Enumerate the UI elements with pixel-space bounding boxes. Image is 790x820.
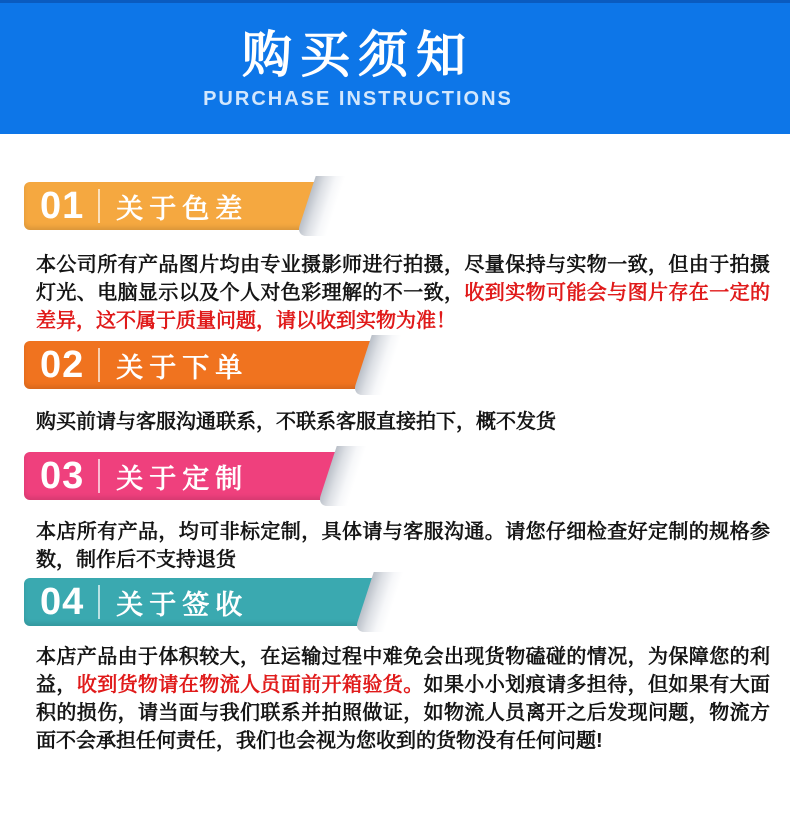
section-title: 关于下单 xyxy=(116,352,249,383)
section-body-text xyxy=(36,643,770,755)
section-ribbon xyxy=(24,452,357,500)
section-ribbon xyxy=(24,578,394,626)
section-body-text xyxy=(36,408,770,436)
ribbon-divider xyxy=(98,585,100,619)
body-text-segment: 如果小小划痕请多担待，但如果有大面积的损伤，请当面与我们联系并拍照做证，如物流人员离开之后发现问题，物流方面不会承担任何责任，我们也会视为您收到的货物没有任何问题! xyxy=(36,674,771,752)
ribbon-divider xyxy=(98,189,100,223)
section-number: 03 xyxy=(40,455,85,497)
sections-container xyxy=(0,182,790,755)
page-curl-decoration xyxy=(296,176,361,236)
instruction-section xyxy=(24,578,770,755)
page-title: 购买须知 xyxy=(242,27,474,83)
section-title: 关于签收 xyxy=(116,589,249,620)
body-text-segment: 本店所有产品，均可非标定制，具体请与客服沟通。请您仔细检查好定制的规格参数，制作后不支持退货 xyxy=(36,521,770,571)
instruction-section xyxy=(24,182,770,335)
page-curl-decoration xyxy=(354,572,419,632)
highlighted-warning-text: 收到实物可能会与图片存在一定的差异，这不属于质量问题，请以收到实物为准！ xyxy=(36,282,771,332)
body-text-segment: 本公司所有产品图片均由专业摄影师进行拍摄，尽量保持与实物一致，但由于拍摄灯光、电脑显示以及个人对色彩理解的不一致， xyxy=(36,254,770,304)
instruction-section xyxy=(24,341,770,436)
page-curl-decoration xyxy=(317,446,382,506)
section-ribbon xyxy=(24,182,336,230)
page-subtitle: PURCHASE INSTRUCTIONS xyxy=(203,88,513,110)
instruction-section xyxy=(24,452,770,574)
section-body-text xyxy=(36,518,770,574)
page-curl-decoration xyxy=(352,335,417,395)
section-number: 04 xyxy=(40,581,85,623)
ribbon-divider xyxy=(98,459,100,493)
section-title: 关于定制 xyxy=(116,463,249,494)
highlighted-warning-text: 收到货物请在物流人员面前开箱验货。 xyxy=(76,674,424,696)
section-number: 02 xyxy=(40,344,85,386)
section-number: 01 xyxy=(40,185,85,227)
header-banner xyxy=(0,3,790,134)
section-body-text xyxy=(36,251,770,335)
section-ribbon xyxy=(24,341,392,389)
ribbon-divider xyxy=(98,348,100,382)
body-text-segment: 购买前请与客服沟通联系，不联系客服直接拍下，概不发货 xyxy=(36,411,556,433)
header-title-block xyxy=(0,3,753,111)
section-title: 关于色差 xyxy=(116,193,249,224)
body-text-segment: 本店产品由于体积较大，在运输过程中难免会出现货物磕碰的情况，为保障您的利益， xyxy=(36,646,770,696)
